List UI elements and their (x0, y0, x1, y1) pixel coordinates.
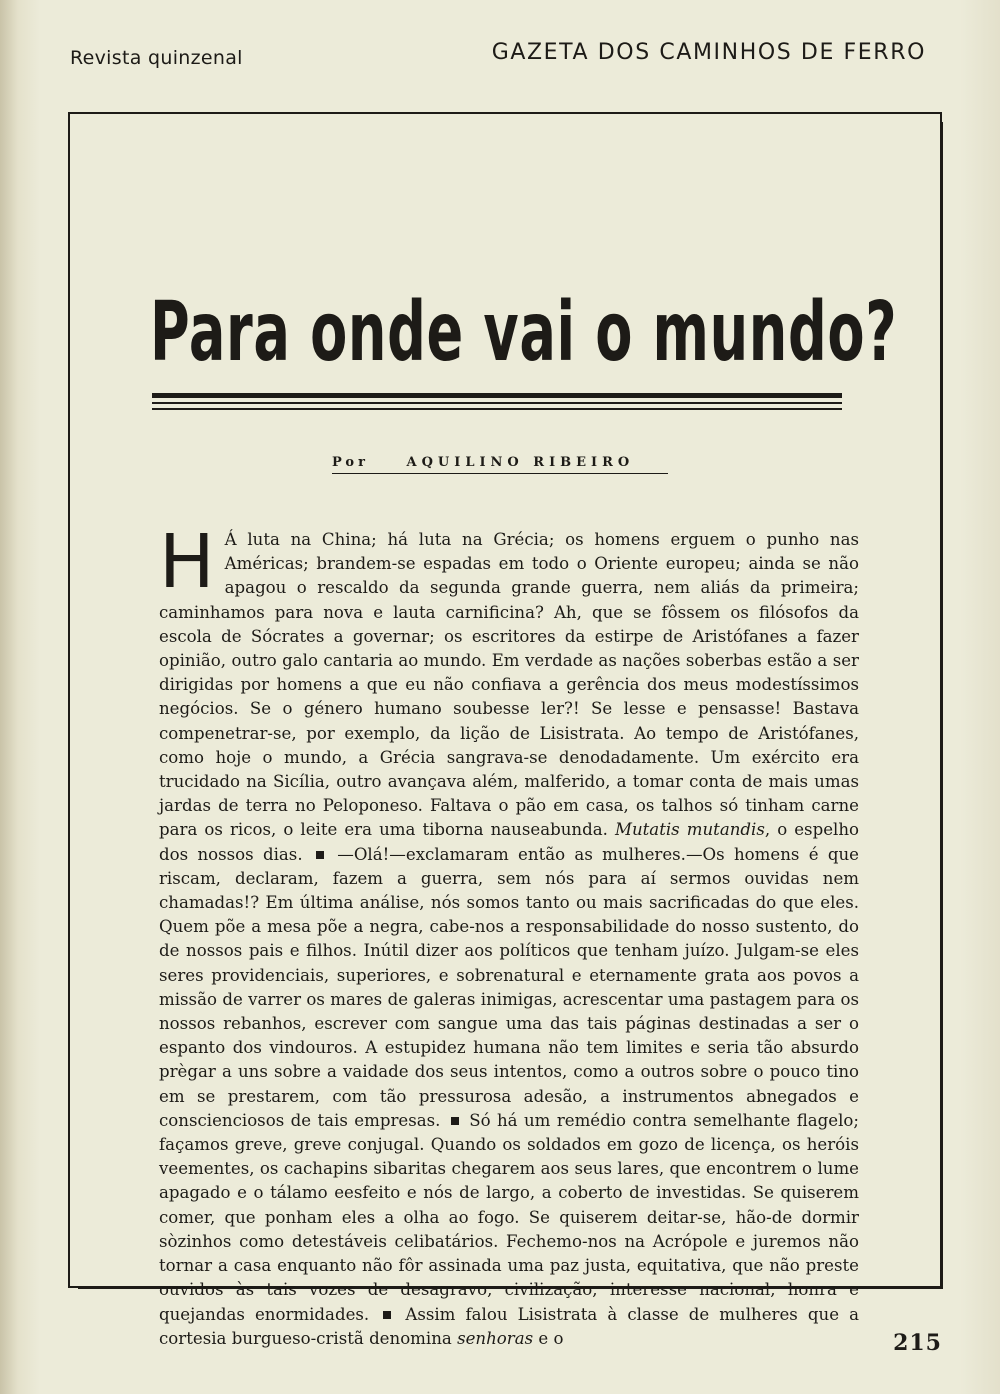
byline-author: AQUILINO RIBEIRO (406, 455, 635, 470)
text-run: Só há um remédio contra semelhante flagelo; façamos greve, greve conjugal. Quando os soldados em gozo de licença, os heróis veementes, os cachapins sibaritas chegarem aos seus lares, que encontrem o lume apagado e o tálamo eesfeito e nós de largo, a coberto de investidas. Se quiserem comer, que ponham eles a olha ao fogo. Se quiserem deitar-se, hão-de dormir sòzinhos como detestáveis celibatários. Fechemo-nos na Acrópole e juremos não tornar a casa enquanto não fôr assinada uma paz justa, equitativa, que não preste ouvidos às tais vozes de desagravo, civilização, interesse nacional, honra e quejandas enormidades. (159, 1110, 859, 1324)
section-square-icon (383, 1311, 391, 1319)
title-rule-thick (152, 393, 842, 398)
italic-phrase: Mutatis mutandis (614, 820, 765, 840)
frame-shadow-right (940, 122, 943, 1289)
byline-prefix: Por (332, 455, 369, 470)
article-title: Para onde vai o mundo? (150, 285, 898, 380)
section-square-icon (316, 851, 324, 859)
section-square-icon (451, 1117, 459, 1125)
article-body (159, 519, 860, 1351)
byline (332, 455, 672, 470)
byline-rule (332, 473, 668, 474)
text-run: Á luta na China; há luta na Grécia; os homens erguem o punho nas Américas; brandem-se espadas em todo o Oriente europeu; ainda se não apagou o rescaldo da segunda grande guerra, nem aliás da primeira; caminhamos para nova e lauta carnificina? Ah, que se fôssem os filósofos da escola de Sócrates a governar; os escritores da estirpe de Aristófanes a fazer opinião, outro galo cantaria ao mundo. Em verdade as nações soberbas estão a ser dirigidas por homens a que eu não confiava a gerência dos meus modestíssimos negócios. Se o género humano soubesse ler?! Se lesse e pensasse! Bastava compenetrar-se, por exemplo, da lição de Lisistrata. Ao tempo de Aristófanes, como hoje o mundo, a Grécia sangrava-se denodadamente. Um exército era trucidado na Sicília, outro avançava além, malferido, a tomar conta de mais umas jardas de terra no Peloponeso. Faltava o pão em casa, os talhos só tinham carne para os ricos, o leite era uma tiborna nauseabunda. (159, 530, 859, 840)
text-run: Assim falou Lisistrata à classe de mulheres que a cortesia burgueso-cristã denomina (159, 1304, 859, 1348)
title-rule-mid (152, 402, 842, 404)
running-header-left: Revista quinzenal (70, 47, 243, 69)
text-run: —Olá!—exclamaram então as mulheres.—Os homens é que riscam, declaram, fazem a guerra, sem nós para aí sermos ouvidas nem chamadas!? Em última análise, nós somos tanto ou mais sacrificadas do que eles. Quem põe a mesa põe a negra, cabe-nos a responsabilidade do nosso sustento, do de nossos pais e filhos. Inútil dizer aos políticos que tenham juízo. Julgam-se eles seres providenciais, superiores, e sobrenatural e eternamente grata aos povos a missão de varrer os mares de galeras inimigas, acrescentar uma pastagem para os nossos rebanhos, escrever com sangue uma das tais páginas destinadas a ser o espanto dos vindouros. A estupidez humana não tem limites e seria tão absurdo prègar a uns sobre a vaidade dos seus intentos, como a outros sobre o pouco tino em se prestarem, com tão pressurosa adesão, a instrumentos abnegados e conscienciosos de tais empresas. (159, 844, 859, 1130)
text-run: , o espelho dos nossos dias. (159, 820, 860, 864)
title-rule-thin (152, 408, 842, 410)
page-number: 215 (893, 1330, 942, 1356)
drop-cap: H (159, 519, 215, 605)
body-paragraph (159, 519, 860, 1351)
text-run: e o (533, 1328, 564, 1348)
running-header-right: GAZETA DOS CAMINHOS DE FERRO (491, 40, 926, 65)
italic-phrase: senhoras (457, 1328, 534, 1348)
